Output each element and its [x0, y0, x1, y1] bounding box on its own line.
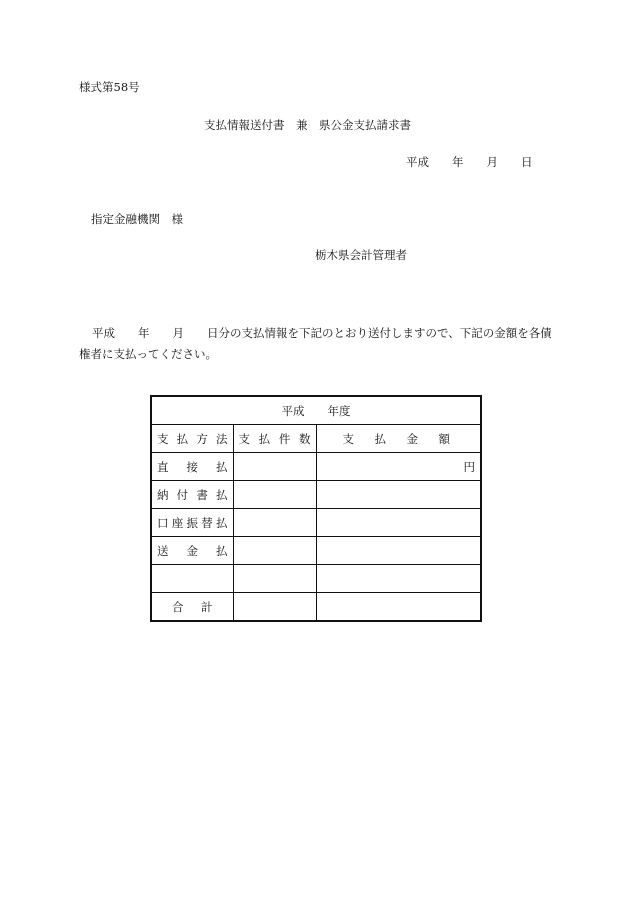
- label-char: 払: [258, 431, 271, 446]
- header-payment-count: [233, 425, 316, 453]
- label-char: 書: [196, 487, 208, 502]
- label-char: 方: [196, 431, 208, 446]
- form-number: 様式第58号: [79, 80, 140, 94]
- row-amount-cell: 円: [316, 453, 481, 481]
- total-label: [151, 593, 233, 622]
- label-char: 法: [215, 431, 228, 446]
- label-char: 計: [201, 599, 213, 614]
- label-char: 座: [171, 515, 184, 530]
- label-char: 支: [238, 431, 250, 446]
- row-label: [151, 453, 233, 481]
- document-date: 平成 年 月 日: [406, 155, 533, 169]
- fiscal-year-header: 平成 年度: [151, 396, 481, 425]
- addressee: 指定金融機関 様: [91, 212, 183, 226]
- label-char: 数: [298, 431, 311, 446]
- table-row: [151, 537, 481, 565]
- row-amount-cell: [316, 537, 481, 565]
- label-char: 口: [157, 515, 169, 530]
- label-char: 合: [172, 599, 184, 614]
- row-amount-cell: [316, 565, 481, 593]
- table-row: [151, 453, 481, 481]
- row-count-cell: [233, 509, 316, 537]
- row-count-cell: [233, 453, 316, 481]
- label-char: 金: [406, 431, 418, 446]
- label-char: 替: [201, 515, 213, 530]
- label-char: 支: [157, 431, 169, 446]
- label-char: 納: [157, 487, 169, 502]
- body-text-content: 平成 年 月 日分の支払情報を下記のとおり送付しますので、下記の金額を各債権者に支払ってください。: [79, 326, 552, 361]
- label-char: 払: [176, 431, 189, 446]
- total-amount-cell: [316, 593, 481, 622]
- row-label: [151, 537, 233, 565]
- label-char: 直: [157, 459, 169, 474]
- table-year-row: [151, 396, 481, 425]
- row-label: [151, 565, 233, 593]
- label-char: 払: [216, 459, 228, 474]
- row-amount-cell: [316, 509, 481, 537]
- header-payment-method: [151, 425, 233, 453]
- row-label: [151, 509, 233, 537]
- label-char: 件: [278, 431, 291, 446]
- table-row: [151, 565, 481, 593]
- label-char: 払: [216, 543, 228, 558]
- label-char: 振: [186, 515, 198, 530]
- label-char: 送: [157, 543, 169, 558]
- row-label: [151, 481, 233, 509]
- label-char: 額: [438, 431, 450, 446]
- row-count-cell: [233, 537, 316, 565]
- label-char: 接: [186, 459, 198, 474]
- row-amount-cell: [316, 481, 481, 509]
- table-row: [151, 509, 481, 537]
- label-char: 付: [176, 487, 189, 502]
- row-count-cell: [233, 565, 316, 593]
- document-title: 支払情報送付書 兼 県公金支払請求書: [204, 118, 411, 132]
- label-char: 払: [216, 515, 228, 530]
- label-char: 金: [186, 543, 198, 558]
- label-char: 払: [374, 431, 386, 446]
- label-char: 支: [342, 431, 354, 446]
- body-text: [79, 323, 555, 365]
- label-char: 払: [215, 487, 228, 502]
- payment-summary-table: [150, 395, 482, 622]
- row-count-cell: [233, 481, 316, 509]
- header-payment-amount: [316, 425, 481, 453]
- table-row: [151, 481, 481, 509]
- total-count-cell: [233, 593, 316, 622]
- table-header-row: [151, 425, 481, 453]
- sender: 栃木県会計管理者: [315, 248, 407, 262]
- table-total-row: [151, 593, 481, 622]
